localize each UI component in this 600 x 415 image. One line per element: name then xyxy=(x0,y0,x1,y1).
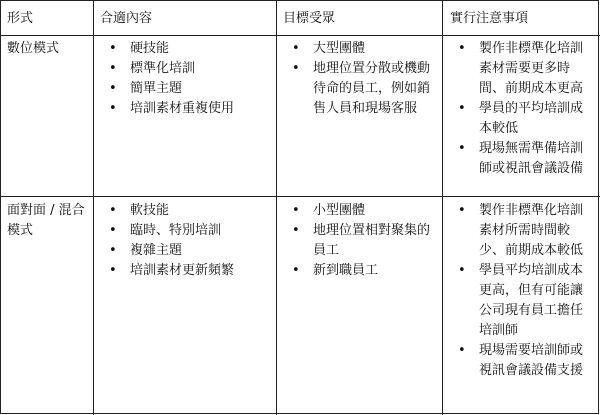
header-format-text: 形式 xyxy=(7,11,34,26)
list-item: • 複雜主題 xyxy=(94,241,276,261)
row-blended-notes xyxy=(443,201,600,381)
list-item: • 學員的平均培訓成本較低 xyxy=(443,99,594,139)
list-item: • 標準化培訓 xyxy=(94,59,276,79)
list-item: • 培訓素材更新頻繁 xyxy=(94,261,276,281)
list-item: • 簡單主題 xyxy=(94,79,276,99)
list-item: • 製作非標準化培訓素材需要更多時間、前期成本更高 xyxy=(443,39,594,99)
format-label: 面對面 / 混合模式 xyxy=(7,203,85,238)
list-item: • 大型團體 xyxy=(277,39,438,59)
content-list xyxy=(94,39,276,119)
list-item: • 小型團體 xyxy=(277,201,438,221)
list-item: • 學員平均培訓成本更高，但有可能讓公司現有員工擔任培訓師 xyxy=(443,261,594,341)
format-label: 數位模式 xyxy=(7,41,60,56)
row-digital-audience xyxy=(277,39,442,119)
content-list xyxy=(94,201,276,281)
list-item: • 地理位置分散或機動待命的員工，例如銷售人員和現場客服 xyxy=(277,59,438,119)
list-item: • 現場無需準備培訓師或視訊會議設備 xyxy=(443,139,594,179)
header-audience xyxy=(283,9,438,29)
list-item: • 地理位置相對聚集的員工 xyxy=(277,221,438,261)
header-format xyxy=(7,9,91,29)
list-item: • 製作非標準化培訓素材所需時間較少、前期成本較低 xyxy=(443,201,594,261)
row-digital-content xyxy=(94,39,276,119)
header-content xyxy=(100,9,270,29)
list-item: • 新到職員工 xyxy=(277,261,438,281)
row-digital-format xyxy=(7,39,91,59)
row-blended-audience xyxy=(277,201,442,281)
row-divider xyxy=(1,35,600,36)
notes-list xyxy=(443,201,594,381)
list-item: • 臨時、特別培訓 xyxy=(94,221,276,241)
audience-list xyxy=(277,39,438,119)
row-digital-notes xyxy=(443,39,600,179)
audience-list xyxy=(277,201,438,281)
header-audience-text: 目標受眾 xyxy=(283,11,336,26)
list-item: • 培訓素材重複使用 xyxy=(94,99,276,119)
header-content-text: 合適內容 xyxy=(100,11,153,26)
row-blended-content xyxy=(94,201,276,281)
list-item: • 現場需要培訓師或視訊會議設備支援 xyxy=(443,341,594,381)
row-divider xyxy=(1,196,600,197)
list-item: • 硬技能 xyxy=(94,39,276,59)
notes-list xyxy=(443,39,594,179)
row-blended-format xyxy=(7,201,87,241)
header-notes xyxy=(450,9,596,29)
header-notes-text: 實行注意事項 xyxy=(450,11,529,26)
list-item: • 軟技能 xyxy=(94,201,276,221)
